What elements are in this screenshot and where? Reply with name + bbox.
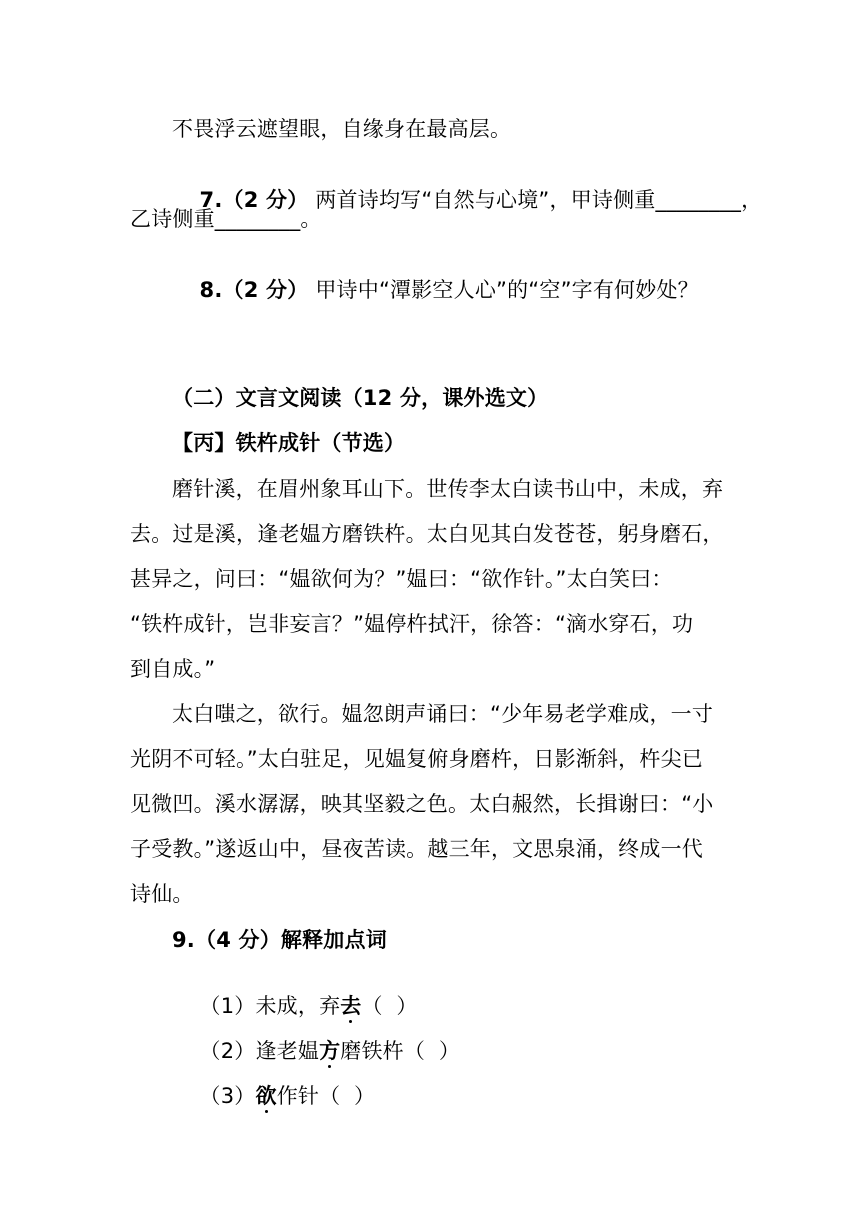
section-heading: （二）文言文阅读（12 分，课外选文） [172, 386, 549, 410]
passage-line: 诗仙。 [130, 882, 194, 906]
question-9-heading: 9.（4 分）解释加点词 [172, 928, 387, 952]
passage-line: “铁杵成针，岂非妄言？”媪停杵拭汗，徐答：“滴水穿石，功 [130, 612, 694, 636]
passage-line: 太白嗤之，欲行。媪忽朗声诵曰：“少年易老学难成，一寸 [172, 702, 714, 726]
passage-line: 去。过是溪，逢老媪方磨铁杵。太白见其白发苍苍，躬身磨石， [130, 522, 724, 546]
item-suffix: （ ） [361, 994, 418, 1018]
item-prefix: （1）未成，弃 [199, 994, 341, 1018]
passage-line: 甚异之，问曰：“媪欲何为？”媪曰：“欲作针。”太白笑曰： [130, 567, 673, 591]
passage-line: 光阴不可轻。”太白驻足，见媪复俯身磨杵，日影渐斜，杵尖已 [130, 747, 703, 771]
passage-line: 见微凹。溪水潺潺，映其坚毅之色。太白赧然，长揖谢曰：“小 [130, 792, 714, 816]
question-9-item-3 [172, 1057, 375, 1135]
question-7-line-2: 乙诗侧重________。 [130, 207, 322, 231]
question-8-line [172, 251, 699, 329]
question-7-number: 7. [199, 188, 223, 212]
item-suffix: 作针（ ） [276, 1084, 376, 1108]
question-8-number: 8. [199, 278, 223, 302]
passage-line: 磨针溪，在眉州象耳山下。世传李太白读书山中，未成，弃 [172, 477, 724, 501]
passage-line: 子受教。”遂返山中，昼夜苦读。越三年，文思泉涌，终成一代 [130, 837, 703, 861]
item-prefix: （2）逢老媪 [199, 1039, 320, 1063]
question-7-score: （2 分） [222, 188, 309, 212]
poem-last-line: 不畏浮云遮望眼，自缘身在最高层。 [172, 117, 512, 141]
question-7-text: 两首诗均写“自然与心境”，甲诗侧重________， [315, 188, 763, 212]
question-8-text: 甲诗中“潭影空人心”的“空”字有何妙处？ [315, 278, 699, 302]
question-8-score: （2 分） [222, 278, 309, 302]
dotted-word: 方 [319, 1039, 341, 1063]
passage-title: 【丙】铁杵成针（节选） [172, 431, 406, 455]
dotted-word: 欲 [255, 1084, 277, 1108]
item-suffix: 磨铁杵（ ） [340, 1039, 461, 1063]
item-prefix: （3） [199, 1084, 256, 1108]
dotted-word: 去 [340, 994, 362, 1018]
passage-line: 到自成。” [130, 657, 216, 681]
